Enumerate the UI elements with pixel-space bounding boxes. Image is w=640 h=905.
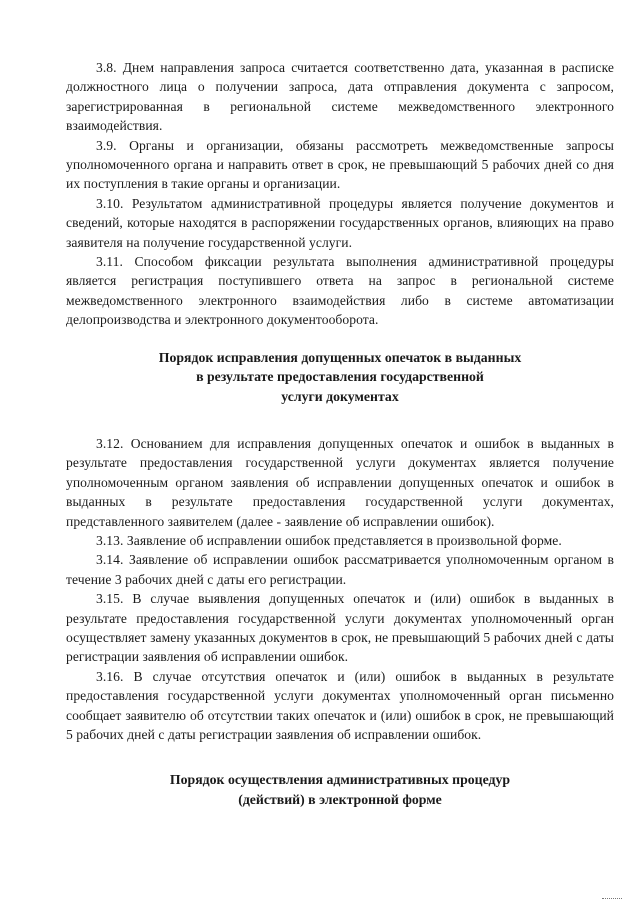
section-heading-corrections: Порядок исправления допущенных опечаток в выданных в результате предоставления государственной услуги документах: [158, 349, 522, 404]
paragraph-3-10: 3.10. Результатом административной процедуры является получение документов и сведений, которые находятся в распоряжении государственных органов, влияющих на право заявителя на получение государственной услуги.: [66, 195, 614, 250]
page-corner-mark: [602, 898, 622, 899]
paragraph-3-14: 3.14. Заявление об исправлении ошибок рассматривается уполномоченным органом в течение 3 рабочих дней с даты его регистрации.: [66, 552, 614, 587]
section-heading-electronic-procedures: Порядок осуществления административных процедур (действий) в электронной форме: [169, 772, 511, 807]
paragraph-3-12: 3.12. Основанием для исправления допущенных опечаток и ошибок в выданных в результате предоставления государственной услуги документах является получение уполномоченным органом заявления об исправлении допущенных опечаток и ошибок в выданных в результате предоставления государственной услуги документах, представленного заявителем (далее - заявление об исправлении ошибок).: [66, 435, 614, 529]
paragraph-3-9: 3.9. Органы и организации, обязаны рассмотреть межведомственные запросы уполномоченного органа и направить ответ в срок, не превышающий 5 рабочих дней со дня их поступления в такие органы и организации.: [66, 137, 614, 192]
paragraph-3-11: 3.11. Способом фиксации результата выполнения административной процедуры является регистрация поступившего ответа на запрос в региональной системе межведомственного электронного взаимодействия либо в системе автоматизации делопроизводства и электронного документооборота.: [66, 254, 614, 328]
paragraph-3-15: 3.15. В случае выявления допущенных опечаток и (или) ошибок в выданных в результате предоставления государственной услуги документах уполномоченный орган осуществляет замену указанных документов в срок, не превышающий 5 рабочих дней с даты регистрации заявления об исправлении ошибок.: [66, 591, 614, 665]
paragraph-3-13: 3.13. Заявление об исправлении ошибок представляется в произвольной форме.: [96, 532, 562, 548]
paragraph-3-8: 3.8. Днем направления запроса считается соответственно дата, указанная в расписке должностного лица о получении запроса, дата отправления документа с запросом, зарегистрированная в региональной системе межведомственного электронного взаимодействия.: [66, 60, 614, 134]
paragraph-3-16: 3.16. В случае отсутствия опечаток и (или) ошибок в выданных в результате предоставления государственной услуги документах уполномоченный орган письменно сообщает заявителю об отсутствии таких опечаток и (или) ошибок в срок, не превышающий 5 рабочих дней с даты регистрации заявления об исправлении ошибок.: [66, 668, 614, 742]
